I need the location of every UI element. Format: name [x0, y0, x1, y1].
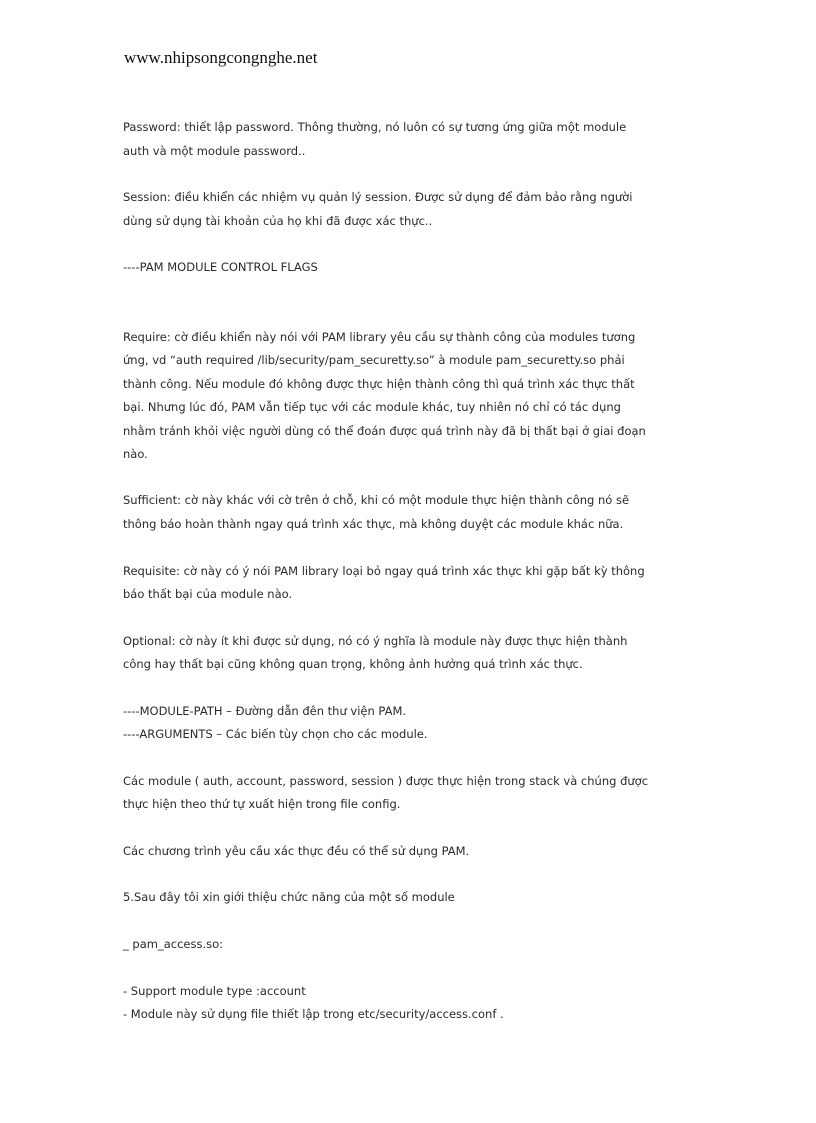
text-line-arguments: ----ARGUMENTS – Các biến tùy chọn cho các module.	[123, 727, 428, 741]
text-line-modules-stack-1: Các module ( auth, account, password, session ) được thực hiện trong stack và chúng được	[123, 774, 649, 788]
site-header: www.nhipsongcongnghe.net	[124, 48, 318, 67]
section-heading-module-intro: 5.Sau đây tôi xin giới thiệu chức năng của một số module	[123, 890, 455, 904]
text-line-requisite-1: Requisite: cờ này có ý nói PAM library loại bỏ ngay quá trình xác thực khi gặp bất kỳ thông	[123, 564, 645, 578]
text-line-sufficient-1: Sufficient: cờ này khác với cờ trên ở chỗ, khi có một module thực hiện thành công nó sẽ	[123, 493, 630, 507]
text-line-pam-access: _ pam_access.so:	[123, 937, 224, 951]
list-item-access-conf: - Module này sử dụng file thiết lập trong etc/security/access.conf .	[123, 1007, 504, 1021]
text-line-require-4: bại. Nhưng lúc đó, PAM vẫn tiếp tục với các module khác, tuy nhiên nó chỉ có tác dụng	[123, 400, 621, 414]
text-line-require-5: nhằm tránh khỏi việc người dùng có thể đoán được quá trình này đã bị thất bại ở giai đoạn	[123, 424, 646, 438]
text-line-password-2: auth và một module password..	[123, 144, 306, 158]
text-line-require-2: ứng, vd “auth required /lib/security/pam_securetty.so” à module pam_securetty.so phải	[123, 353, 625, 367]
text-line-require-6: nào.	[123, 447, 148, 461]
text-line-optional-1: Optional: cờ này ít khi được sử dụng, nó có ý nghĩa là module này được thực hiện thành	[123, 634, 628, 648]
text-line-session-1: Session: điều khiển các nhiệm vụ quản lý session. Được sử dụng để đảm bảo rằng người	[123, 190, 633, 204]
text-line-optional-2: công hay thất bại cũng không quan trọng, không ảnh hưởng quá trình xác thực.	[123, 657, 583, 671]
text-line-require-1: Require: cờ điều khiển này nói với PAM library yêu cầu sự thành công của modules tương	[123, 330, 636, 344]
list-item-module-type: - Support module type :account	[123, 984, 306, 998]
text-line-password-1: Password: thiết lập password. Thông thường, nó luôn có sự tương ứng giữa một module	[123, 120, 627, 134]
section-heading-control-flags: ----PAM MODULE CONTROL FLAGS	[123, 260, 318, 274]
text-line-programs-pam: Các chương trình yêu cầu xác thực đều có thể sử dụng PAM.	[123, 844, 470, 858]
text-line-module-path: ----MODULE-PATH – Đường dẫn đên thư viện PAM.	[123, 704, 407, 718]
text-line-sufficient-2: thông báo hoàn thành ngay quá trình xác thực, mà không duyệt các module khác nữa.	[123, 517, 624, 531]
text-line-session-2: dùng sử dụng tài khoản của họ khi đã được xác thực..	[123, 214, 433, 228]
text-line-requisite-2: báo thất bại của module nào.	[123, 587, 293, 601]
text-line-require-3: thành công. Nếu module đó không được thực hiện thành công thì quá trình xác thực thất	[123, 377, 635, 391]
text-line-modules-stack-2: thực hiện theo thứ tự xuất hiện trong file config.	[123, 797, 401, 811]
